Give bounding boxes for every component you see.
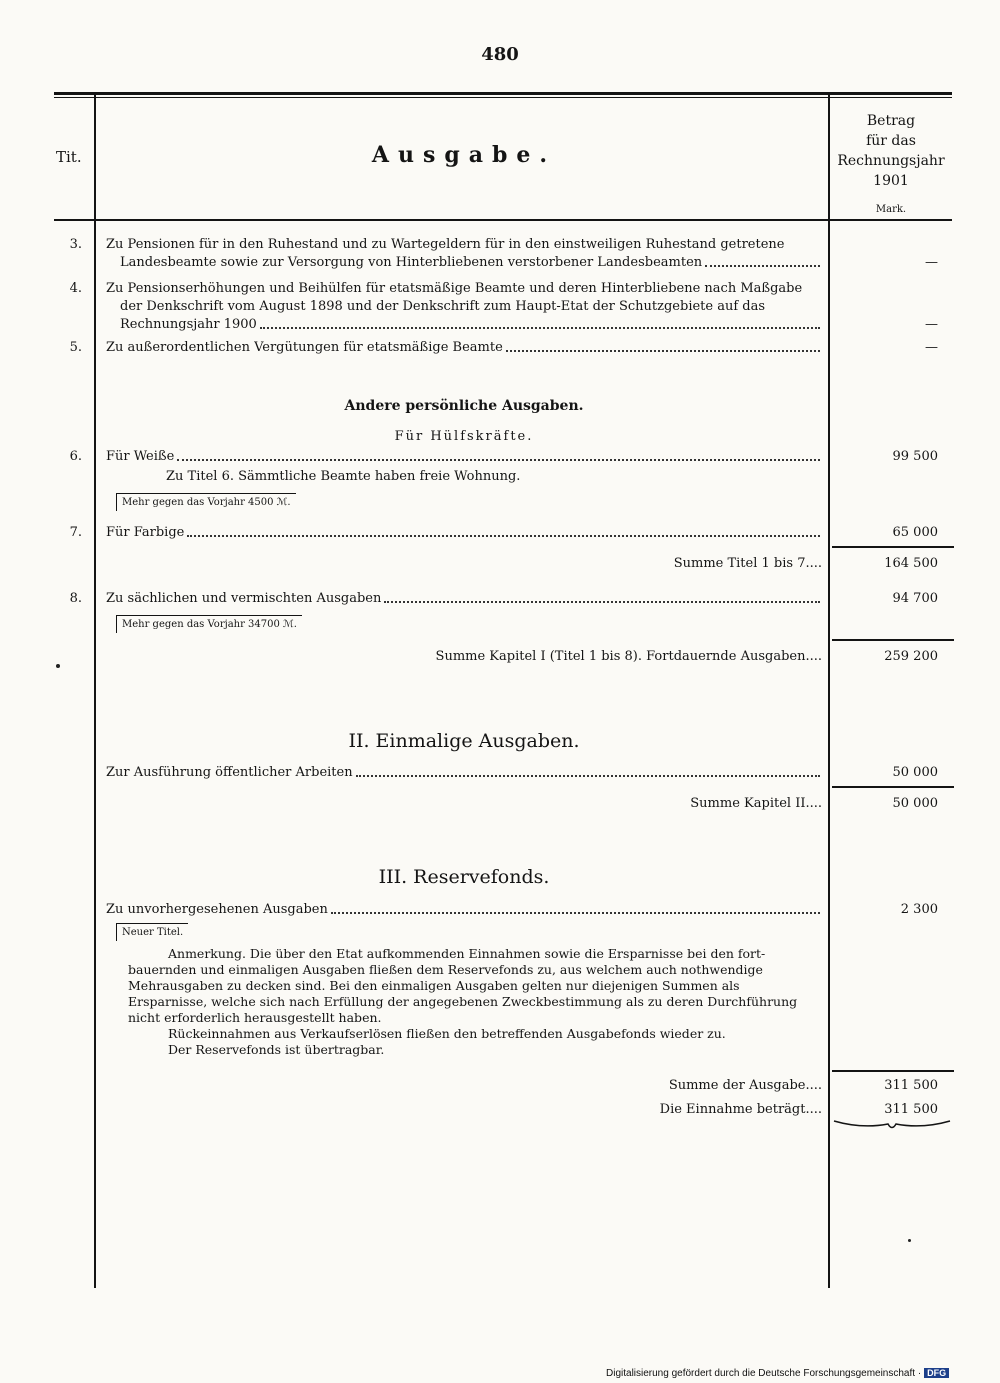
- sum-rule: [832, 546, 954, 548]
- page-number: 480: [481, 44, 519, 65]
- row-amount: 2 300: [900, 902, 938, 917]
- row-text-line: [106, 524, 822, 541]
- row-label: Für Farbige: [106, 525, 185, 540]
- dot-leader: [506, 350, 820, 352]
- sum-label: Summe der Ausgabe....: [668, 1078, 822, 1093]
- sum-amount: 164 500: [884, 556, 938, 571]
- digitization-footer: [606, 1368, 949, 1379]
- row-text: Zu Pensionserhöhungen und Beihülfen für etatsmäßige Beamte und deren Hinterbliebene nach Maßgabe: [106, 281, 803, 296]
- column-header-title: Ausgabe.: [371, 142, 557, 168]
- closing-brace-flourish: [832, 1118, 952, 1132]
- dot-leader: [187, 535, 820, 537]
- column-header-betrag: [830, 111, 952, 191]
- section-heading-3: III. Reservefonds.: [378, 866, 550, 888]
- new-title-box: Neuer Titel.: [116, 923, 188, 941]
- row-amount: 50 000: [892, 765, 938, 780]
- row-text: Zu Pensionen für in den Ruhestand und zu Wartegeldern für in den einstweiligen Ruhestand getretene: [106, 237, 785, 252]
- sum-amount: 50 000: [892, 796, 938, 811]
- row-label: Landesbeamte sowie zur Versorgung von Hinterbliebenen verstorbener Landesbeamten: [120, 255, 703, 270]
- header-rule: [54, 219, 952, 221]
- sum-label: Summe Titel 1 bis 7....: [673, 556, 822, 571]
- annotation-line: Mehrausgaben zu decken sind. Bei den einmaligen Ausgaben gelten nur diejenigen Summen als: [128, 978, 740, 993]
- sum-label: Summe Kapitel I (Titel 1 bis 8). Fortdauernde Ausgaben....: [435, 649, 822, 664]
- annotation-line: nicht erforderlich herausgestellt haben.: [128, 1010, 382, 1025]
- sub-heading-2: Für Hülfskräfte.: [394, 429, 534, 444]
- row-amount: —: [925, 340, 938, 355]
- row-text-line: [106, 764, 822, 781]
- dot-leader: [260, 327, 820, 329]
- scan-speck: [908, 1239, 911, 1242]
- row-text-line: der Denkschrift vom August 1898 und der Denkschrift zum Haupt-Etat der Schutzgebiete auf das: [120, 299, 766, 314]
- annotation-line: Anmerkung. Die über den Etat aufkommenden Einnahmen sowie die Ersparnisse bei den fort-: [168, 946, 766, 961]
- annotation-line: Der Reservefonds ist übertragbar.: [168, 1042, 385, 1057]
- row-text-line: [106, 901, 822, 918]
- row-label: Zu unvorhergesehenen Ausgaben: [106, 902, 328, 917]
- footer-text: Digitalisierung gefördert durch die Deutsche Forschungsgemeinschaft ·: [606, 1368, 922, 1379]
- row-label: Zu sächlichen und vermischten Ausgaben: [106, 591, 382, 606]
- dot-leader: [331, 912, 820, 914]
- row-label: Rechnungsjahr 1900: [120, 317, 257, 332]
- title-number: 3.: [69, 237, 82, 252]
- sum-label: Summe Kapitel II....: [690, 796, 822, 811]
- row-amount: —: [925, 255, 938, 270]
- row-text-line: [106, 590, 822, 607]
- row-amount: 99 500: [892, 449, 938, 464]
- sum-rule: [832, 1070, 954, 1072]
- betrag-line: Betrag: [866, 113, 916, 129]
- unit-label: Mark.: [875, 204, 907, 215]
- betrag-line: Rechnungsjahr: [837, 153, 945, 169]
- row-text-line: [120, 316, 822, 333]
- annotation-line: bauernden und einmaligen Ausgaben fließen dem Reservefonds zu, aus welchem auch nothwendige: [128, 962, 763, 977]
- title-number: 8.: [69, 591, 82, 606]
- sum-rule: [832, 639, 954, 641]
- title-number: 5.: [69, 340, 82, 355]
- change-note-box: Mehr gegen das Vorjahr 4500 ℳ.: [116, 493, 296, 511]
- sum-amount: 311 500: [884, 1102, 938, 1117]
- annotation-line: Rückeinnahmen aus Verkaufserlösen fließen den betreffenden Ausgabefonds wieder zu.: [168, 1026, 726, 1041]
- sum-amount: 311 500: [884, 1078, 938, 1093]
- row-label: Zu außerordentlichen Vergütungen für etatsmäßige Beamte: [106, 340, 503, 355]
- annotation-line: Ersparnisse, welche sich nach Erfüllung der angegebenen Zweckbestimmung als zu deren Durchführung: [128, 994, 798, 1009]
- dot-leader: [177, 459, 820, 461]
- title-number: 7.: [69, 525, 82, 540]
- dot-leader: [384, 601, 820, 603]
- dfg-logo: DFG: [924, 1368, 949, 1378]
- dot-leader: [705, 265, 820, 267]
- row-amount: —: [925, 317, 938, 332]
- betrag-line: 1901: [873, 173, 909, 189]
- top-rule: [54, 92, 952, 95]
- row-label: Zur Ausführung öffentlicher Arbeiten: [106, 765, 353, 780]
- column-rule-right: [828, 95, 830, 1288]
- sum-amount: 259 200: [884, 649, 938, 664]
- row-amount: 65 000: [892, 525, 938, 540]
- change-note-box: Mehr gegen das Vorjahr 34700 ℳ.: [116, 615, 302, 633]
- scan-speck: [56, 664, 60, 668]
- column-rule-left: [94, 95, 96, 1288]
- title-number: 4.: [69, 281, 82, 296]
- title-number: 6.: [69, 449, 82, 464]
- sub-heading: Andere persönliche Ausgaben.: [344, 398, 584, 414]
- row-note: Zu Titel 6. Sämmtliche Beamte haben freie Wohnung.: [166, 469, 521, 484]
- row-text-line: [120, 254, 822, 271]
- row-text-line: [106, 339, 822, 356]
- annotation-paragraph: [128, 946, 822, 1058]
- sum-label: Die Einnahme beträgt....: [659, 1102, 822, 1117]
- sum-rule: [832, 786, 954, 788]
- row-text-line: [106, 448, 822, 465]
- column-header-tit: Tit.: [56, 148, 82, 166]
- top-rule-thin: [54, 97, 952, 98]
- row-label: Für Weiße: [106, 449, 175, 464]
- dot-leader: [356, 775, 820, 777]
- row-amount: 94 700: [892, 591, 938, 606]
- betrag-line: für das: [866, 133, 916, 149]
- section-heading-2: II. Einmalige Ausgaben.: [348, 730, 580, 752]
